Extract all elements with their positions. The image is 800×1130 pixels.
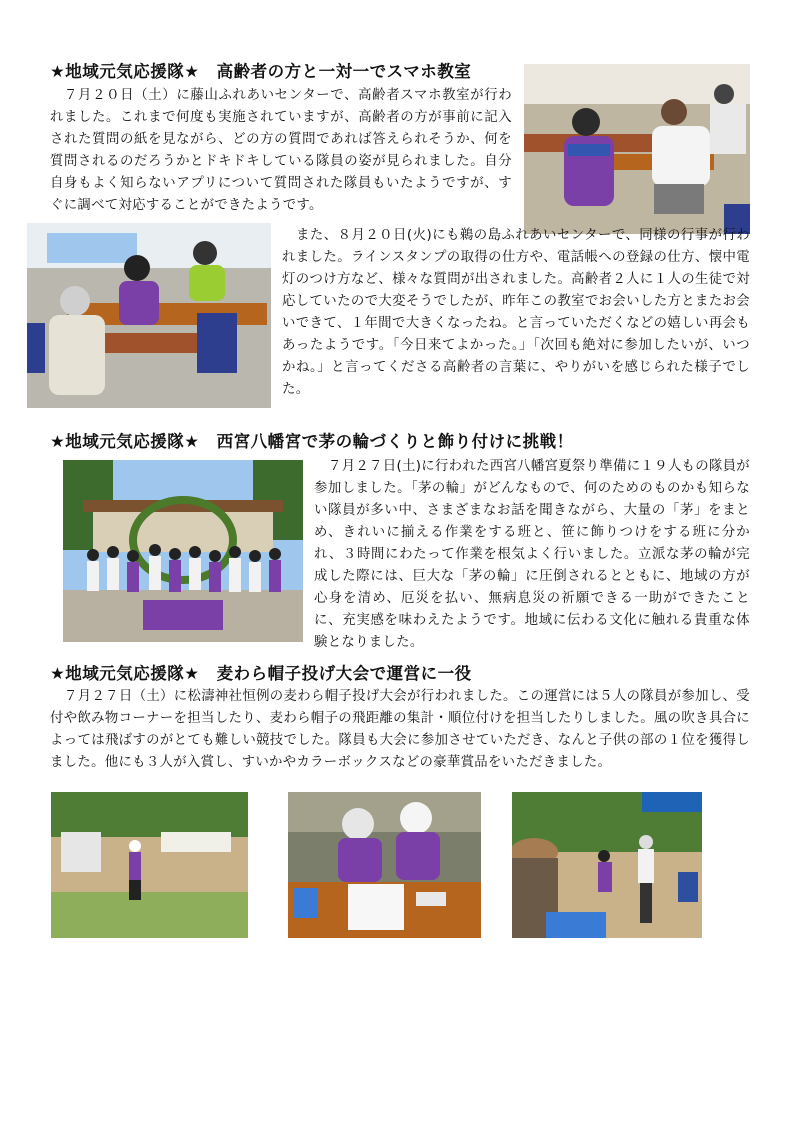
photo-chinowa-group <box>63 460 303 642</box>
section-title-smartphone-class: ★地域元気応援隊★ 高齢者の方と一対一でスマホ教室 <box>50 62 472 81</box>
photo-straw-hat-throw <box>512 792 702 938</box>
section-title-straw-hat-contest: ★地域元気応援隊★ 麦わら帽子投げ大会で運営に一役 <box>50 664 472 683</box>
photo-straw-hat-tally <box>288 792 481 938</box>
photo-smartphone-class-unoshima <box>27 223 271 408</box>
straw-hat-contest-paragraph: ７月２７日（土）に松濤神社恒例の麦わら帽子投げ大会が行われました。この運営には５人の隊員が参加し、受付や飲み物コーナーを担当したり、麦わら帽子の飛距離の集計・順位付けを担当したりしました。風の吹き具合によっては飛ばすのがとても難しい競技でした。隊員も大会に参加させていただき、なんと子供の部の１位を獲得しました。他にも３人が入賞し、すいかやカラーボックスなどの豪華賞品をいただきました。 <box>50 689 750 770</box>
smartphone-class-paragraph-2: また、８月２０日(火)にも鵜の島ふれあいセンターで、同様の行事が行われました。ラインスタンプの取得の仕方や、電話帳への登録の仕方、懐中電灯のつけ方など、様々な質問が出されました。高齢者２人に１人の生徒で対応していたので大変そうでしたが、昨年この教室でお会いした方とまたお会いできて、１年間で大きくなったね。と言っていただくなどの嬉しい再会もあったようです。「今日来てよかった。」「次回も絶対に参加したいが、いつかね。」と言ってくださる高齢者の言葉に、やりがいを感じられた様子でした。 <box>282 228 750 397</box>
chinowa-paragraph: ７月２７日(土)に行われた西宮八幡宮夏祭り準備に１９人もの隊員が参加しました。「茅の輪」がどんなもので、何のためのものかも知らない隊員が多い中、さまざまなお話を聞きながら、大量の「茅」をまとめ、きれいに揃える作業をする班と、笹に飾りつけをする班に分かれ、３時間にわたって作業を根気よく行いました。立派な茅の輪が完成した際には、巨大な「茅の輪」に圧倒されるとともに、地域の方が心身を清め、厄災を払い、無病息災の祈願できる一助ができたことに、充実感を味わえたようです。地域に伝わる文化に触れる貴重な体験となりました。 <box>314 459 750 650</box>
photo-straw-hat-field <box>51 792 248 938</box>
smartphone-class-paragraph-1: ７月２０日（土）に藤山ふれあいセンターで、高齢者スマホ教室が行われました。これまで何度も実施されていますが、高齢者の方が事前に記入された質問の紙を見ながら、どの方の質問であれば答えられそうか、何を質問されるのだろうかとドキドキしている隊員の姿が見られました。自分自身もよく知らないアプリについて質問された隊員もいたようですが、すぐに調べて対応することができたようです。 <box>50 88 512 213</box>
photo-smartphone-class-fujiyama <box>524 64 750 234</box>
section-title-chinowa: ★地域元気応援隊★ 西宮八幡宮で茅の輪づくりと飾り付けに挑戦！ <box>50 432 574 451</box>
